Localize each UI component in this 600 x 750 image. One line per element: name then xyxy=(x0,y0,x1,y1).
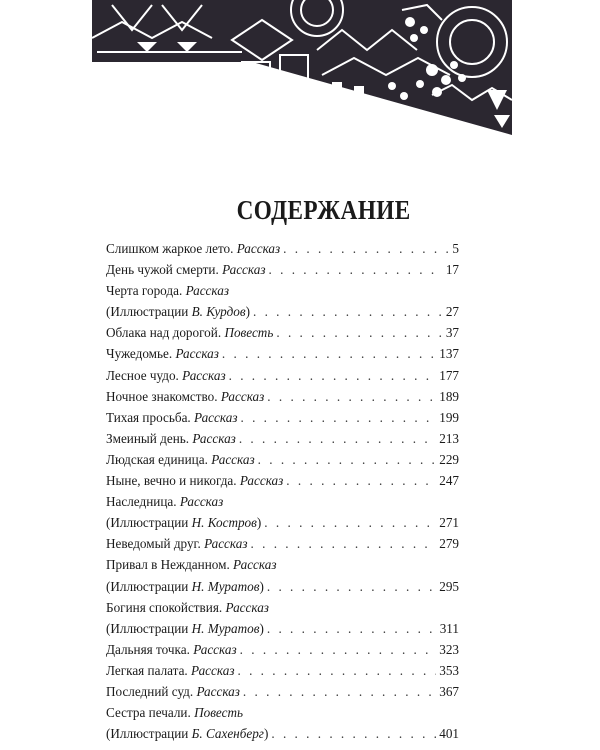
dot-leader xyxy=(271,726,436,742)
toc-entry-illustrator-line xyxy=(106,621,459,642)
dot-leader xyxy=(239,431,436,447)
entry-title: Тихая просьба. xyxy=(106,409,191,425)
dot-leader xyxy=(237,663,436,679)
closing-paren: ) xyxy=(245,304,250,320)
dot-leader xyxy=(222,346,436,362)
entry-page: 353 xyxy=(439,662,459,678)
entry-title: Ныне, вечно и никогда. xyxy=(106,473,237,489)
entry-page: 137 xyxy=(439,346,459,362)
dot-leader xyxy=(276,325,442,341)
entry-page: 37 xyxy=(445,325,459,341)
entry-title: Чужедомье. xyxy=(106,346,173,362)
dot-leader xyxy=(243,684,436,700)
illustrator-name: Б. Сахенберг xyxy=(191,726,264,742)
toc-entry xyxy=(106,431,459,452)
entry-genre: Рассказ xyxy=(175,346,219,362)
entry-page: 177 xyxy=(439,367,459,383)
dot-leader xyxy=(253,304,443,320)
entry-page: 213 xyxy=(439,430,459,446)
toc-entry xyxy=(106,389,459,410)
dot-leader xyxy=(269,262,443,278)
entry-genre: Рассказ xyxy=(236,241,281,256)
entry-page: 189 xyxy=(439,388,459,404)
entry-genre: Рассказ xyxy=(222,262,266,278)
toc-entry xyxy=(106,410,459,431)
entry-page: 295 xyxy=(439,578,459,594)
toc-entry xyxy=(106,452,459,473)
entry-title: Людская единица. xyxy=(106,451,208,467)
entry-title: День чужой смерти. xyxy=(106,262,219,278)
entry-genre: Рассказ xyxy=(225,599,269,615)
entry-title: Лесное чудо. xyxy=(106,367,179,383)
dot-leader xyxy=(229,368,437,384)
entry-title: Привал в Нежданном. xyxy=(106,557,230,573)
toc-entry-illustrator-line xyxy=(106,726,459,747)
dot-leader xyxy=(258,452,437,468)
decorative-ornament-banner xyxy=(92,0,512,135)
dot-leader xyxy=(286,473,436,489)
entry-title: Ночное знакомство. xyxy=(106,388,218,404)
page-title: СОДЕРЖАНИЕ xyxy=(236,195,411,225)
closing-paren: ) xyxy=(259,578,264,594)
toc-entry xyxy=(106,283,459,304)
toc-entry xyxy=(106,346,459,367)
dot-leader xyxy=(240,642,437,658)
toc-entry-illustrator-line xyxy=(106,515,459,536)
entry-page: 247 xyxy=(439,473,459,489)
entry-genre: Рассказ xyxy=(239,473,284,489)
entry-genre: Рассказ xyxy=(185,283,229,299)
dot-leader xyxy=(267,621,437,637)
entry-genre: Повесть xyxy=(224,325,274,341)
closing-paren: ) xyxy=(263,726,269,742)
toc-entry xyxy=(106,557,459,578)
toc-entry xyxy=(106,325,459,346)
entry-page: 311 xyxy=(439,620,459,636)
entry-genre: Рассказ xyxy=(191,662,235,678)
toc-entry xyxy=(106,663,459,684)
toc-entry-illustrator-line xyxy=(106,579,459,600)
dot-leader xyxy=(240,410,436,426)
closing-paren: ) xyxy=(259,620,264,636)
entry-title: Богиня спокойствия. xyxy=(106,599,223,615)
toc-entry xyxy=(106,642,459,663)
toc-entry xyxy=(106,684,459,705)
entry-title: Черта города. xyxy=(106,283,183,299)
entry-title: Слишком жаркое лето. xyxy=(106,241,234,256)
entry-title: Неведомый друг. xyxy=(106,536,201,552)
entry-genre: Рассказ xyxy=(193,641,237,657)
entry-page: 5 xyxy=(452,241,459,256)
table-of-contents xyxy=(106,241,459,747)
entry-page: 199 xyxy=(439,409,459,425)
entry-title: Облака над дорогой. xyxy=(106,325,222,341)
entry-title: Последний суд. xyxy=(106,683,194,699)
entry-genre: Рассказ xyxy=(204,536,248,552)
entry-page: 401 xyxy=(439,726,459,742)
entry-genre: Рассказ xyxy=(220,388,265,404)
dot-leader xyxy=(251,536,437,552)
entry-genre: Повесть xyxy=(194,705,243,721)
entry-genre: Рассказ xyxy=(179,494,224,510)
toc-entry xyxy=(106,536,459,557)
entry-title: Змеиный день. xyxy=(106,430,190,446)
entry-genre: Рассказ xyxy=(182,367,226,383)
entry-title: Наследница. xyxy=(106,494,177,510)
toc-entry xyxy=(106,600,459,621)
entry-page: 323 xyxy=(439,641,459,657)
toc-entry xyxy=(106,241,459,262)
entry-page: 27 xyxy=(445,304,459,320)
entry-page: 367 xyxy=(439,683,459,699)
toc-entry xyxy=(106,473,459,494)
entry-genre: Рассказ xyxy=(196,683,240,699)
entry-genre: Рассказ xyxy=(211,451,255,467)
illustrator-name: Н. Муратов xyxy=(191,620,260,636)
toc-entry xyxy=(106,494,459,515)
entry-page: 279 xyxy=(439,536,459,552)
illustrations-label: (Иллюстрации xyxy=(106,578,189,594)
illustrations-label: (Иллюстрации xyxy=(106,304,189,320)
illustrator-name: Н. Муратов xyxy=(191,578,260,594)
toc-entry xyxy=(106,368,459,389)
illustrator-name: В. Курдов xyxy=(191,304,246,320)
dot-leader xyxy=(267,579,436,595)
entry-page: 271 xyxy=(439,515,459,531)
entry-genre: Рассказ xyxy=(194,409,238,425)
dot-leader xyxy=(264,515,436,531)
entry-title: Легкая палата. xyxy=(106,662,188,678)
entry-page: 17 xyxy=(445,262,459,278)
entry-page: 229 xyxy=(439,451,459,467)
dot-leader xyxy=(267,389,436,405)
entry-title: Сестра печали. xyxy=(106,705,191,721)
toc-entry-illustrator-line xyxy=(106,304,459,325)
closing-paren: ) xyxy=(256,515,262,531)
entry-genre: Рассказ xyxy=(233,557,277,573)
illustrations-label: (Иллюстрации xyxy=(106,726,189,742)
toc-entry xyxy=(106,705,459,726)
illustrations-label: (Иллюстрации xyxy=(106,515,189,531)
illustrations-label: (Иллюстрации xyxy=(106,620,189,636)
entry-genre: Рассказ xyxy=(192,430,236,446)
illustrator-name: Н. Костров xyxy=(191,515,257,531)
dot-leader xyxy=(283,241,449,257)
entry-title: Дальняя точка. xyxy=(106,641,190,657)
toc-entry xyxy=(106,262,459,283)
